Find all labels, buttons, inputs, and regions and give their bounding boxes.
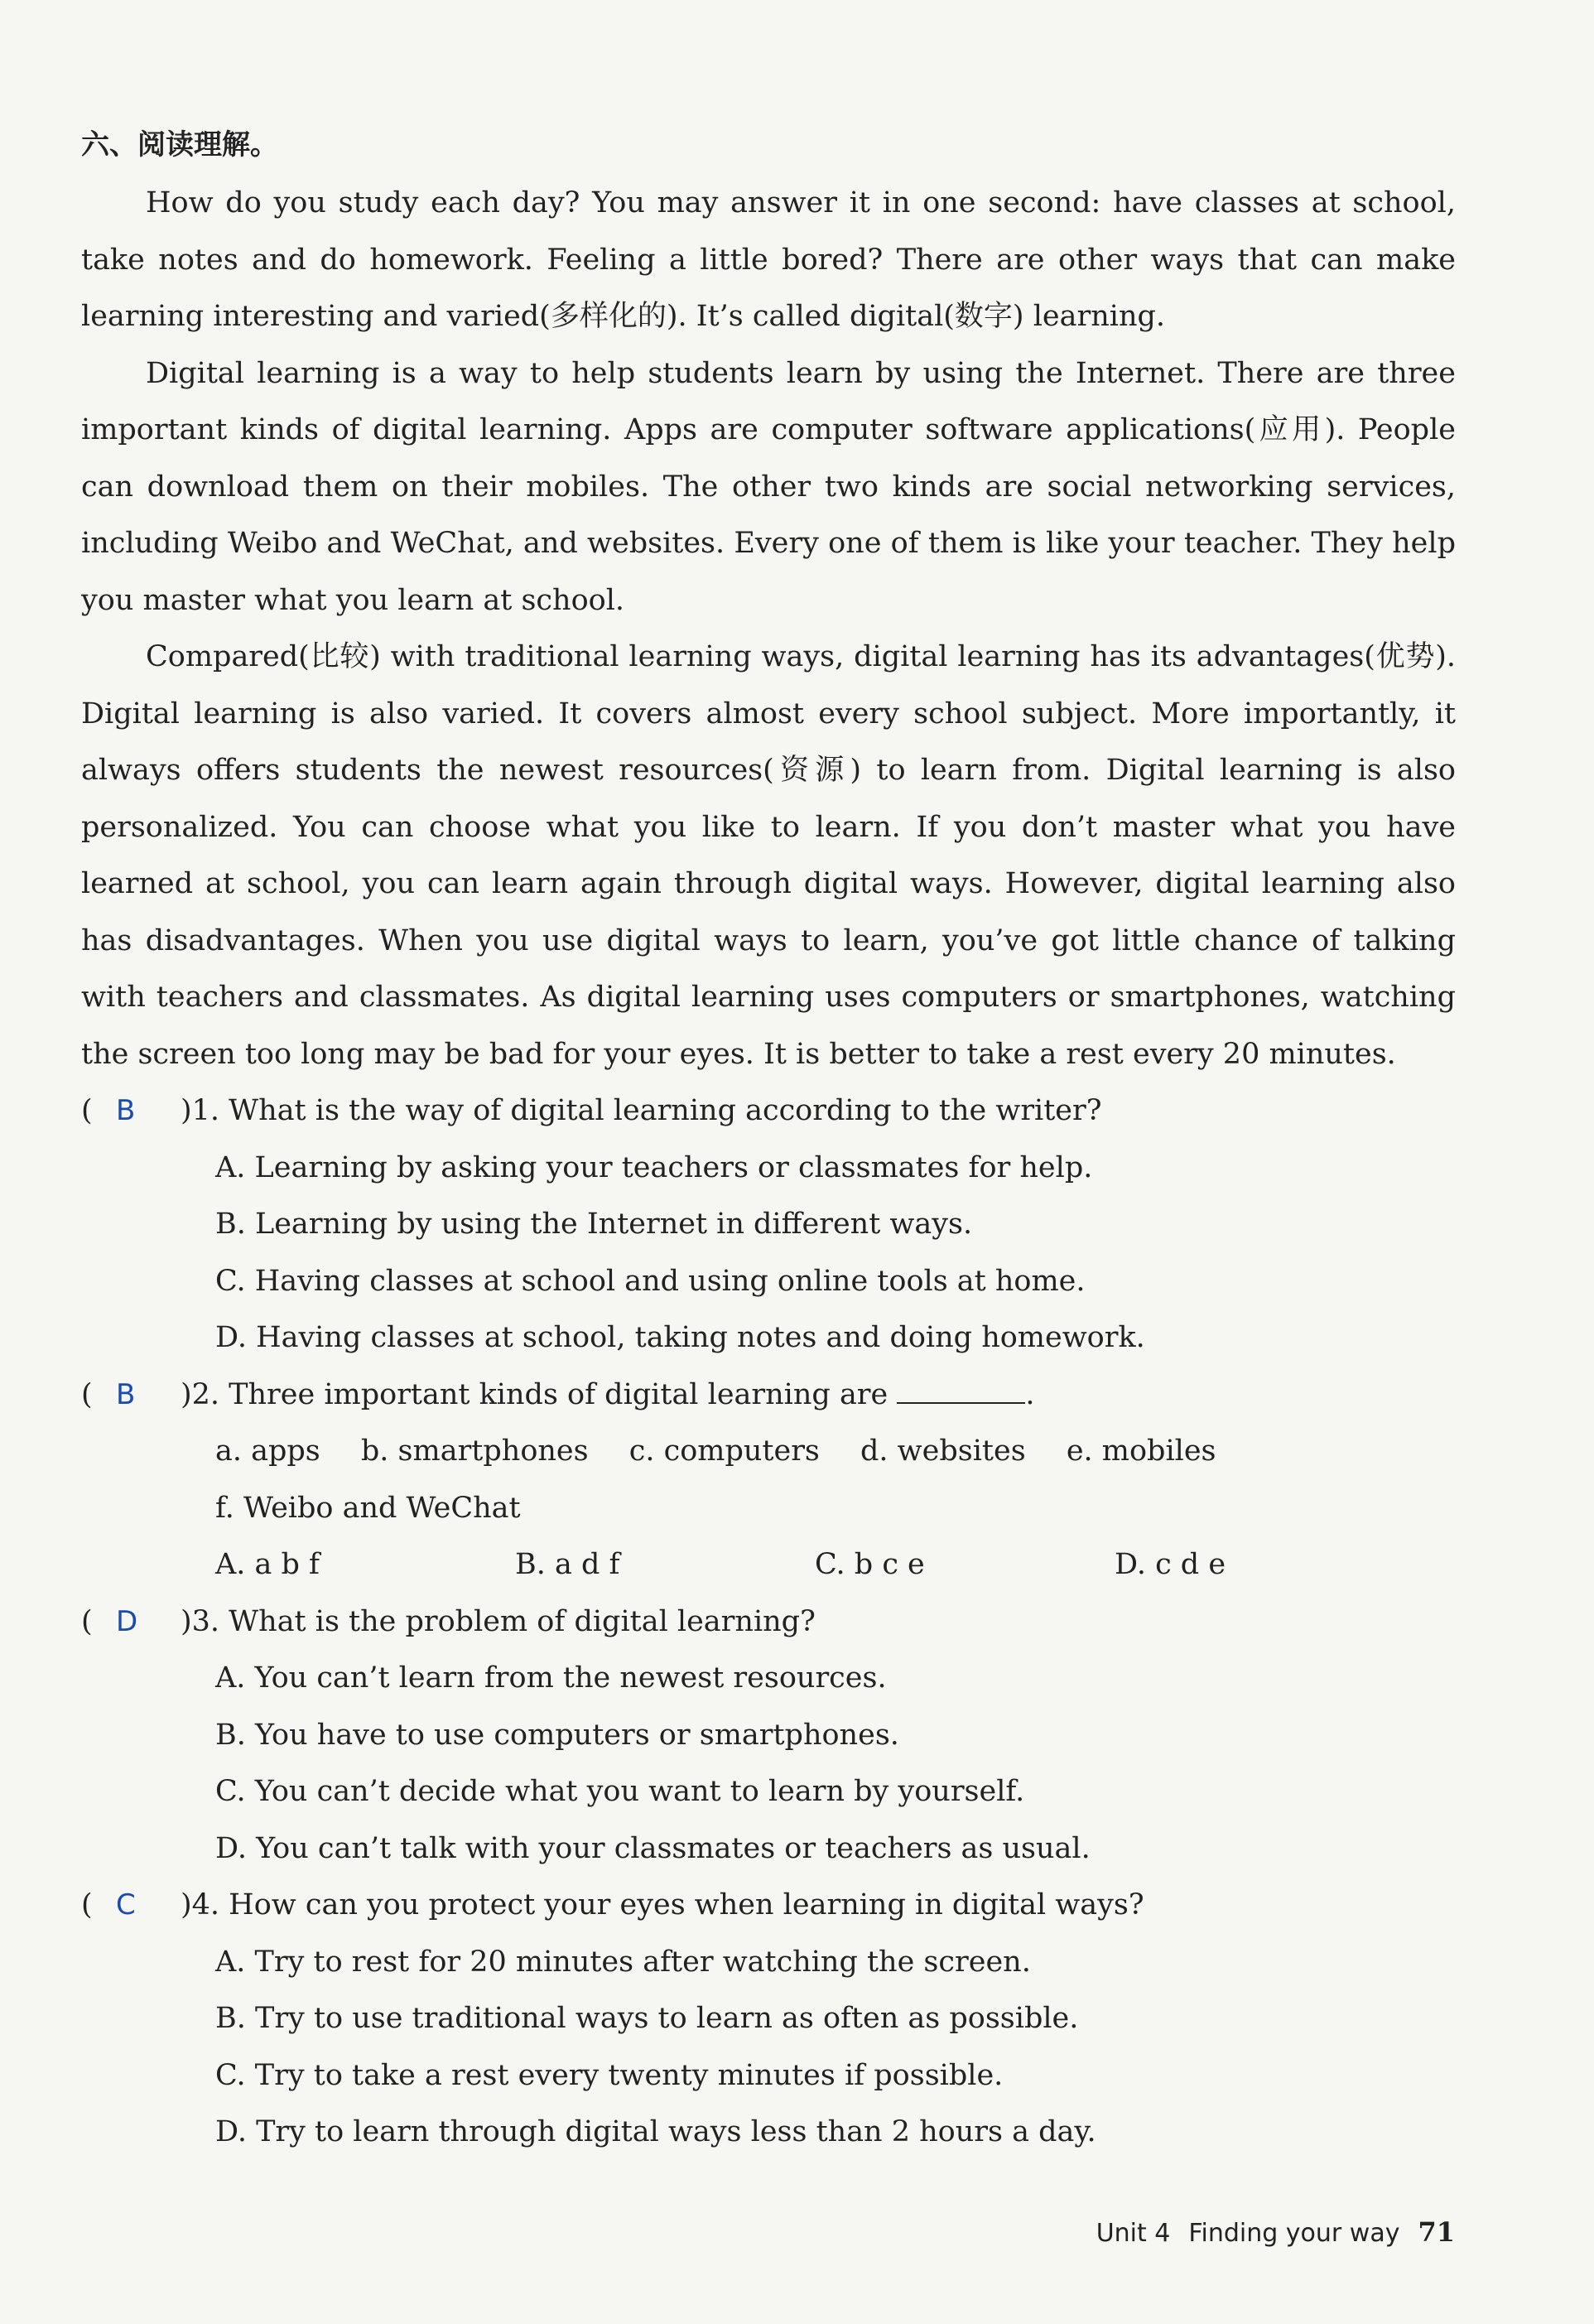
content [81,120,1456,2161]
question-3-text: )3. What is the problem of digital learning? [181,1604,816,1638]
q2-letter-a: a. apps [215,1434,320,1468]
q3-option-d: D. You can’t talk with your classmates or teachers as usual. [215,1831,1091,1865]
q2-letter-c: c. computers [628,1434,820,1468]
q2-letter-e: e. mobiles [1066,1434,1216,1468]
paren-open: ( [81,1604,93,1638]
answer-blank [897,1377,1025,1404]
q4-option-c: C. Try to take a rest every twenty minutes if possible. [215,2058,1004,2092]
q3-option-b: B. You have to use computers or smartphones. [215,1718,899,1752]
answer-2: B [116,1377,136,1411]
q2-letter-f: f. Weibo and WeChat [215,1491,521,1525]
q2-letter-d: d. websites [860,1434,1026,1468]
footer-unit: Unit 4 [1096,2219,1171,2248]
question-2 [81,1367,1456,1424]
paren-open: ( [81,1094,93,1127]
q3-option-a: A. You can’t learn from the newest resources. [215,1661,887,1695]
q1-option-d: D. Having classes at school, taking notes and doing homework. [215,1321,1145,1354]
question-2-text: )2. Three important kinds of digital learning are [181,1377,888,1411]
footer-title: Finding your way [1188,2219,1400,2248]
paren-open: ( [81,1888,93,1921]
section-title: 六、阅读理解。 [81,128,278,162]
answer-4: C [116,1888,136,1921]
question-4 [81,1877,1456,1934]
question-2-text-wrap [181,1367,1035,1424]
q2-choice-b: B. a d f [515,1548,620,1581]
q4-option-a: A. Try to rest for 20 minutes after watching the screen. [215,1945,1031,1979]
question-1-text: )1. What is the way of digital learning according to the writer? [181,1094,1102,1127]
question-1 [81,1082,1456,1140]
passage-paragraph-2: Digital learning is a way to help students learn by using the Internet. There are three important kinds of digital learning. Apps are computer software applications(应用). People can download them on their mobiles. The other two kinds are social networking services, including Weibo and WeChat, and websites. Every one of them is like your teacher. They help you master what you learn at school. [81,356,1456,617]
paren-open: ( [81,1377,93,1411]
q2-letter-row-1 [81,1423,1456,1480]
passage-paragraph-3: Compared(比较) with traditional learning ways, digital learning has its advantages(优势). Digital learning is also varied. It covers almost every school subject. More importantly, it always offers students the newest resources(资源) to learn from. Digital learning is also personalized. You can choose what you like to learn. If you don’t master what you have learned at school, you can learn again through digital ways. However, digital learning also has disadvantages. When you use digital ways to learn, you’ve got little chance of talking with teachers and classmates. As digital learning uses computers or smartphones, watching the screen too long may be bad for your eyes. It is better to take a rest every 20 minutes. [81,640,1456,1071]
q1-option-b: B. Learning by using the Internet in different ways. [215,1208,973,1241]
answer-3: D [116,1604,138,1638]
page-footer [1096,2216,1455,2248]
q4-option-d: D. Try to learn through digital ways less than 2 hours a day. [215,2115,1096,2148]
q1-option-a: A. Learning by asking your teachers or classmates for help. [215,1150,1093,1184]
q2-choices [81,1536,1456,1594]
question-2-end: . [1025,1377,1035,1411]
q2-choice-a: A. a b f [215,1548,320,1581]
question-4-text: )4. How can you protect your eyes when learning in digital ways? [181,1888,1144,1921]
q2-choice-d: D. c d e [1115,1548,1226,1581]
passage-paragraph-1: How do you study each day? You may answer it in one second: have classes at school, take notes and do homework. Feeling a little bored? There are other ways that can make learning interesting and varied(多样化的). It’s called digital(数字) learning. [81,186,1456,333]
answer-1: B [116,1094,136,1127]
q2-choice-c: C. b c e [815,1548,925,1581]
page-number: 71 [1418,2216,1455,2248]
q1-option-c: C. Having classes at school and using online tools at home. [215,1264,1086,1298]
q4-option-b: B. Try to use traditional ways to learn as often as possible. [215,2002,1079,2035]
q3-option-c: C. You can’t decide what you want to learn by yourself. [215,1775,1025,1808]
question-3 [81,1594,1456,1651]
q2-letter-b: b. smartphones [360,1434,589,1468]
